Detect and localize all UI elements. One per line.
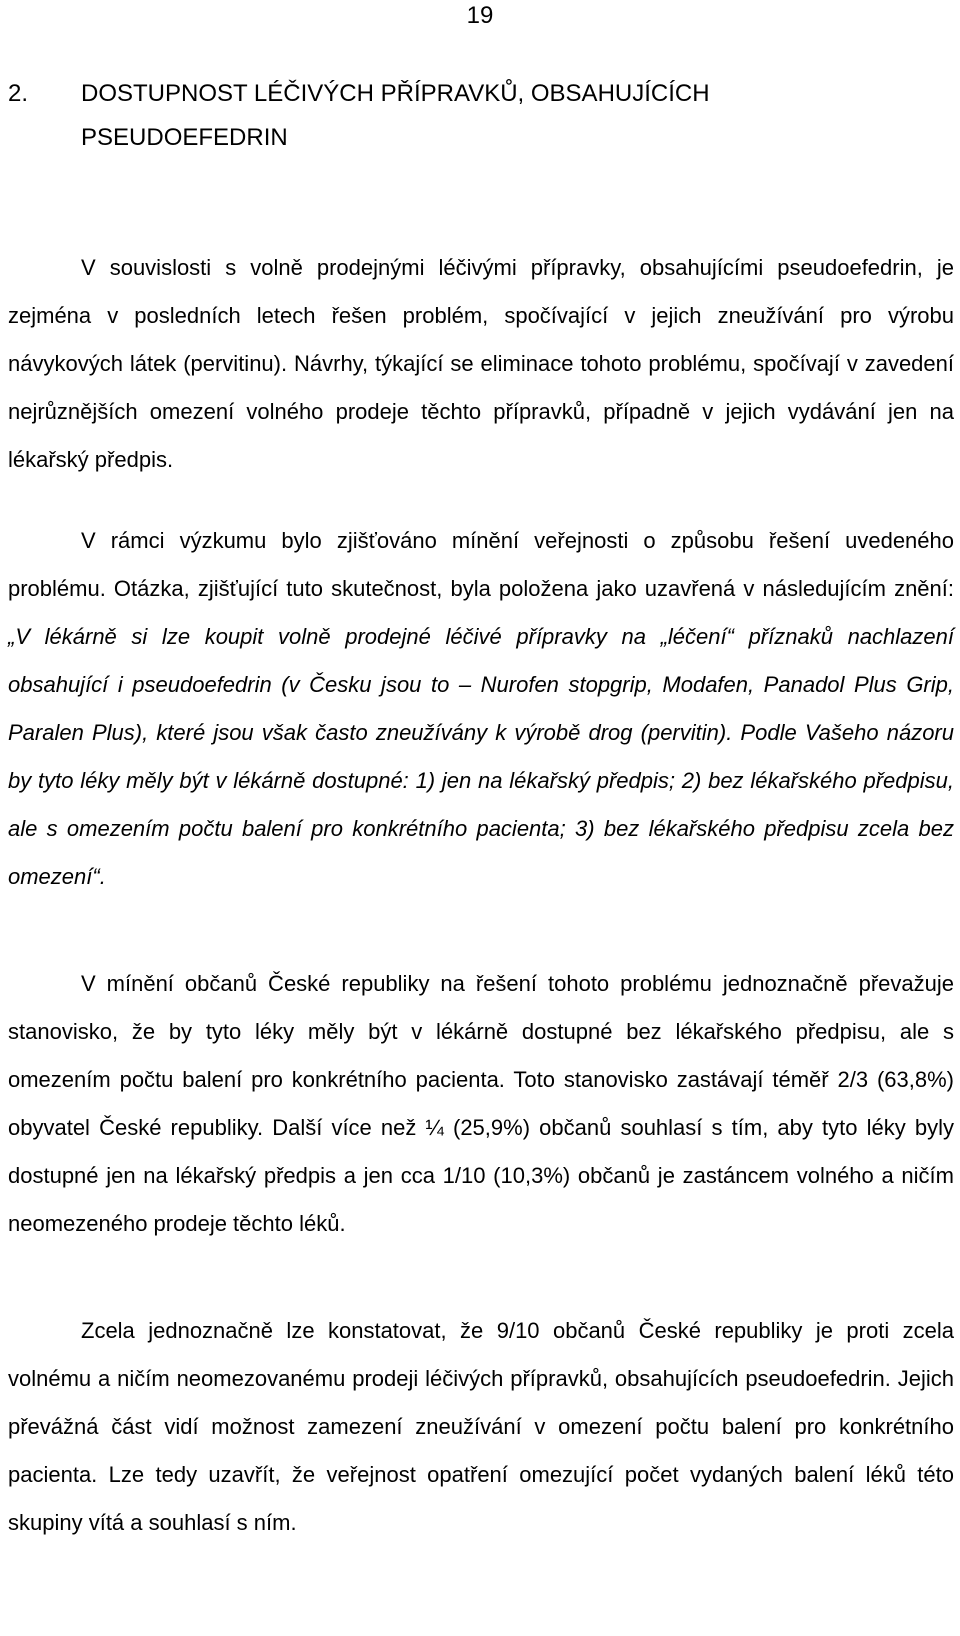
section-number: 2. <box>8 80 29 107</box>
page-number: 19 <box>466 2 494 29</box>
paragraph-intro: V souvislosti s volně prodejnými léčivými přípravky, obsahujícími pseudoefedrin, je zejména v posledních letech řešen problém, spočívající v jejich zneužívání pro výrobu návykových látek (pervitinu). Návrhy, týkající se eliminace tohoto problému, spočívají v zavedení nejrůznějších omezení volného prodeje těchto přípravků, případně v jejich vydávání jen na lékařský předpis. <box>8 255 954 472</box>
section-title-line2: PSEUDOEFEDRIN <box>81 124 288 151</box>
section-heading <box>8 72 928 160</box>
paragraph-conclusion: Zcela jednoznačně lze konstatovat, že 9/10 občanů České republiky je proti zcela volnému a ničím neomezovanému prodeji léčivých přípravků, obsahujících pseudoefedrin. Jejich převážná část vidí možnost zamezení zneužívání v omezení počtu balení pro konkrétního pacienta. Lze tedy uzavřít, že veřejnost opatření omezující počet vydaných balení léků této skupiny vítá a souhlasí s ním. <box>8 1318 954 1535</box>
paragraph-results: V mínění občanů České republiky na řešení tohoto problému jednoznačně převažuje stanovisko, že by tyto léky měly být v lékárně dostupné bez lékařského předpisu, ale s omezením počtu balení pro konkrétního pacienta. Toto stanovisko zastávají téměř 2/3 (63,8%) obyvatel České republiky. Další více než ¼ (25,9%) občanů souhlasí s tím, aby tyto léky byly dostupné jen na lékařský předpis a jen cca 1/10 (10,3%) občanů je zastáncem volného a ničím neomezeného prodeje těchto léků. <box>8 971 954 1236</box>
survey-question-quote: „V lékárně si lze koupit volně prodejné léčivé přípravky na „léčení“ příznaků nachlazení obsahující i pseudoefedrin (v Česku jsou to – Nurofen stopgrip, Modafen, Panadol Plus Grip, Paralen Plus), které jsou však často zneužívány k výrobě drog (pervitin). Podle Vašeho názoru by tyto léky měly být v lékárně dostupné: 1) jen na lékařský předpis; 2) bez lékařského předpisu, ale s omezením počtu balení pro konkrétního pacienta; 3) bez lékařského předpisu zcela bez omezení“. <box>8 624 954 889</box>
paragraph-question-text: V rámci výzkumu bylo zjišťováno mínění veřejnosti o způsobu řešení uvedeného problému. Otázka, zjišťující tuto skutečnost, byla položena jako uzavřená v následujícím znění: <box>8 528 954 601</box>
paragraph-question <box>8 517 954 901</box>
section-title-line1: DOSTUPNOST LÉČIVÝCH PŘÍPRAVKŮ, OBSAHUJÍCÍCH <box>81 80 710 107</box>
